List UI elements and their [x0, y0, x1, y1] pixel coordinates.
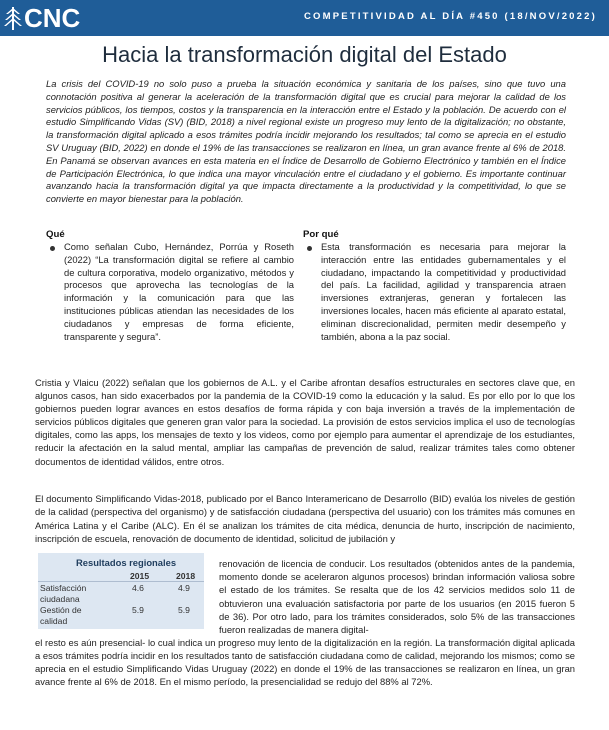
body-paragraph-2-bottom: el resto es aún presencial- lo cual indica un progreso muy lento de la digitalización en la región. La transformación digital aplicada a esos trámites podría incidir en los resultados tanto de satisfacción ciudadana como de calidad, mejorando los mismos; como se aprecia en el estudio Simplificando Vidas Uruguay (2022) en donde el 19% de las transacciones se realizaron en línea, un gran avance frente al 6% de 2018. En el mismo período, la presencialidad se redujo del 88% al 72%. — [35, 637, 575, 688]
bullet-dot — [307, 246, 312, 251]
que-heading: Qué — [46, 229, 65, 240]
porque-bullet: Esta transformación es necesaria para mejorar la interacción entre las entidades gubernamentales y el ciudadano, impactando la competitividad y productividad del país. La facilidad, agilidad y transparencia atraen inversiones extranjeras, generan y fortalecen las inversiones locales, hacen más eficiente al aparato estatal, eliminan discrecionalidad, permiten medir desempeño y también, abona a la paz social. — [321, 241, 566, 342]
porque-heading: Por qué — [303, 229, 339, 240]
table-divider — [38, 581, 204, 582]
table-row-label: Gestión de calidad — [40, 605, 82, 626]
table-title: Resultados regionales — [76, 557, 177, 568]
table-cell: 4.6 — [132, 583, 144, 593]
table-row-label: Satisfacción ciudadana — [40, 583, 87, 604]
results-table — [38, 553, 204, 629]
table-cell: 4.9 — [178, 583, 190, 593]
cnc-logo — [4, 3, 80, 33]
body-paragraph-1: Cristia y Vlaicu (2022) señalan que los gobiernos de A.L. y el Caribe afrontan desafíos estructurales en sectores clave que, en algunos casos, han sido exacerbados por la pandemia de la COVID-19 como la educación y la salud. Es por ello por lo que los gobiernos pueden lograr avances en estos desafíos de forma rápida y con baja inversión a través de la implementación de servicios públicos digitales que generen gran valor para la sociedad. La provisión de estos servicios implica el uso de tecnologías digitales, como las apps, los mensajes de texto y los videos, como por ejemplo para aumentar el aprendizaje de los estudiantes, reducir la afectación en la salud mental, ampliar las campañas de prevención de salud, realizar trámites tales como obtener documentos de identidad válidos, entre otros. — [35, 377, 575, 467]
que-bullet: Como señalan Cubo, Hernández, Porrúa y Roseth (2022) “La transformación digital se refiere al cambio de cultura corporativa, modelo organizativo, métodos y procesos que aprovecha las tecnologías de la información y la comunicación para que las instituciones públicas atiendan las necesidades de los ciudadanos y empresas de forma eficiente, transparente y segura”. — [64, 241, 294, 342]
table-cell: 5.9 — [178, 605, 190, 615]
table-cell: 5.9 — [132, 605, 144, 615]
page-title: Hacia la transformación digital del Estado — [102, 42, 507, 67]
table-header-2015: 2015 — [130, 571, 150, 581]
body-paragraph-2-top: El documento Simplificando Vidas-2018, publicado por el Banco Interamericano de Desarrollo (BID) evalúa los niveles de gestión de la calidad (perspectiva del organismo) y de satisfacción ciudadana (perspectiva del usuario) con los trámites más comunes en América Latina y el Caribe (ALC). En él se analizan los trámites de cita médica, denuncia de hurto, inscripción de nacimiento, inscripción de escuela, renovación de documento de identidad, solicitud de jubilación y — [35, 493, 575, 544]
logo-text: CNC — [24, 3, 81, 33]
issue-line: COMPETITIVIDAD AL DÍA #450 (18/NOV/2022) — [303, 11, 597, 22]
table-header-2018: 2018 — [176, 571, 196, 581]
intro-paragraph: La crisis del COVID-19 no solo puso a prueba la situación económica y sanitaria de los países, sino que tuvo una connotación positiva al generar la aceleración de la transformación digital que es crucial para mejorar la calidad de los servicios públicos, los tiempos, costos y la transparencia en la interacción entre el Estado y la población. De acuerdo con el estudio Simplificando Vidas (SV) (BID, 2018) a nivel regional existe un progreso muy lento de la digitalización; no obstante, la transformación digital aplicado a esos trámites podría incidir mejorando los resultados; tal como se aprecia en el estudio SV Uruguay (BID, 2022) en donde el 19% de las transacciones se realizaron en línea, un gran avance frente al 6% de 2018. En Panamá se observan avances en esta materia en el Índice de Desarrollo de Gobierno Electrónico y también en el Índice de Participación Electrónica, lo que indica una mayor vinculación entre el ciudadano y el gobierno. Es importante continuar avanzando hacia la transformación digital ya que impacta directamente a la productividad y la competitividad, lo que se convierte en mayor bienestar para la población. — [46, 78, 566, 205]
header-bar — [0, 0, 609, 36]
tree-logo-icon — [4, 5, 22, 31]
bullet-dot — [50, 246, 55, 251]
body-paragraph-2-wrap: renovación de licencia de conducir. Los resultados (obtenidos antes de la pandemia, momento donde se aceleraron algunos procesos) brindan información valiosa sobre el estado de los trámites. Se resalta que de los 42 servicios medidos solo 11 de obtuvieron una evaluación satisfactoria por parte de los usuarios (en 2015 fueron 5 de 36). Por otro lado, para los trámites considerados, solo 5% de las transacciones fueron realizadas de manera digital- — [219, 558, 575, 636]
